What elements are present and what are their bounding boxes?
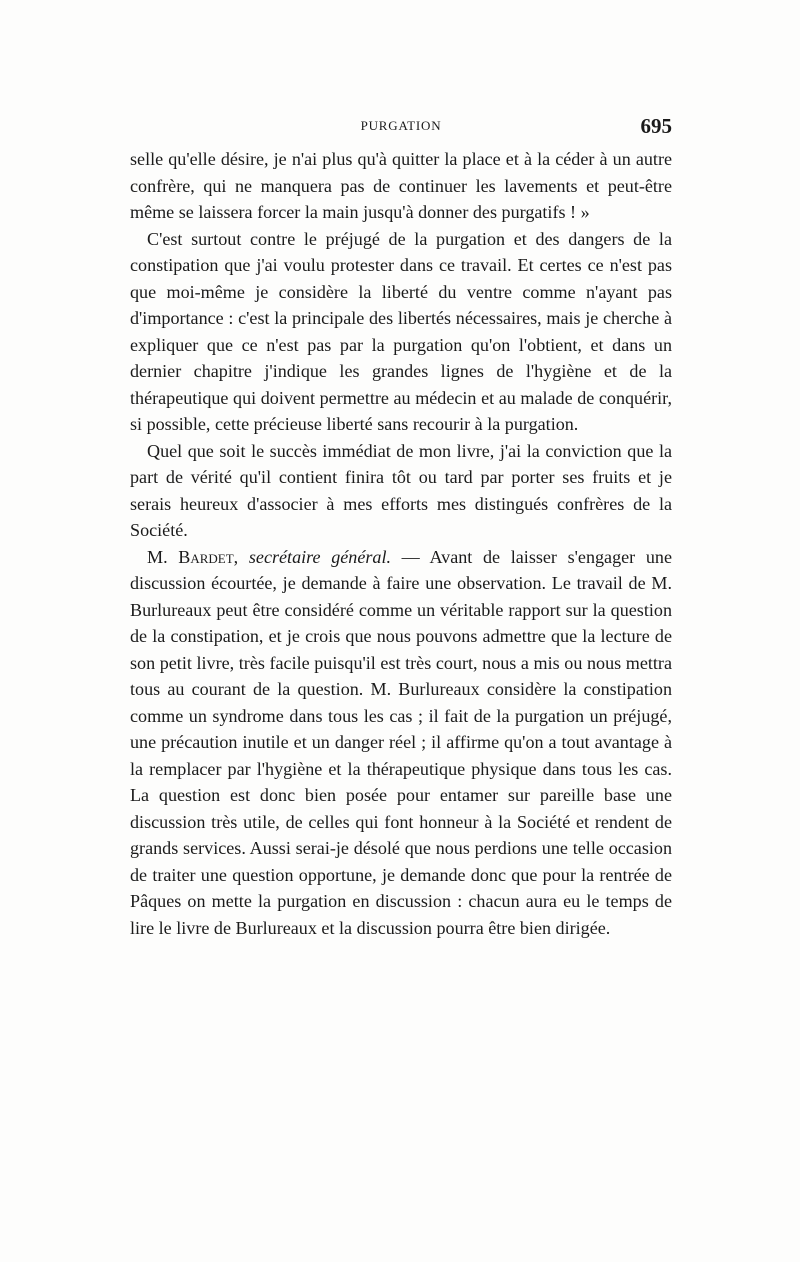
running-head [130, 114, 672, 138]
paragraph-bardet-text: — Avant de laisser s'engager une discussion écourtée, je demande à faire une observation. Le travail de M. Burlureaux peut être considéré comme un véritable rapport sur la question de la constipation, et je crois que nous pouvons admettre que la lecture de son petit livre, très facile puisqu'il est très court, nous a mis ou nous mettra tous au courant de la question. M. Burlureaux considère la constipation comme un syndrome dans tous les cas ; il fait de la purgation un préjugé, une précaution inutile et un danger réel ; il affirme qu'on a tout avantage à la remplacer par l'hygiène et la thérapeutique physique dans tous les cas. La question est donc bien posée pour entamer sur pareille base une discussion très utile, de celles qui font honneur à la Société et rendent de grands services. Aussi serai-je désolé que nous perdions une telle occasion de traiter une question opportune, je demande donc que pour la rentrée de Pâques on mette la purgation en discussion : chacun aura eu le temps de lire le livre de Burlureaux et la discussion pourra être bien dirigée. [130, 546, 672, 938]
running-title: PURGATION [360, 118, 442, 133]
body-text [130, 146, 672, 941]
paragraph-continuation: selle qu'elle désire, je n'ai plus qu'à quitter la place et à la céder à un autre confrère, qui ne manquera pas de continuer les lavements et peut-être même se laissera forcer la main jusqu'à donner des purgatifs ! » [130, 149, 672, 222]
paragraph-conviction: Quel que soit le succès immédiat de mon livre, j'ai la conviction que la part de vérité qu'il contient finira tôt ou tard par porter ses fruits et je serais heureux d'associer à mes efforts mes distingués confrères de la Société. [130, 440, 672, 540]
paragraph-prejudice: C'est surtout contre le préjugé de la purgation et des dangers de la constipation que j'ai voulu protester dans ce travail. Et certes ce n'est pas que moi-même je considère la liberté du ventre comme n'ayant pas d'importance : c'est la principale des libertés nécessaires, mais je cherche à expliquer que ce n'est pas par la purgation qu'on l'obtient, et dans un dernier chapitre j'indique les grandes lignes de l'hygiène et de la thérapeutique qui doivent permettre au médecin et au malade de conquérir, si possible, cette précieuse liberté sans recourir à la purgation. [130, 228, 672, 434]
page-number: 695 [640, 114, 672, 138]
speaker-role: secrétaire général. [248, 546, 392, 567]
paragraph-bardet [130, 544, 672, 942]
speaker-name: M. Bardet, [147, 546, 239, 567]
